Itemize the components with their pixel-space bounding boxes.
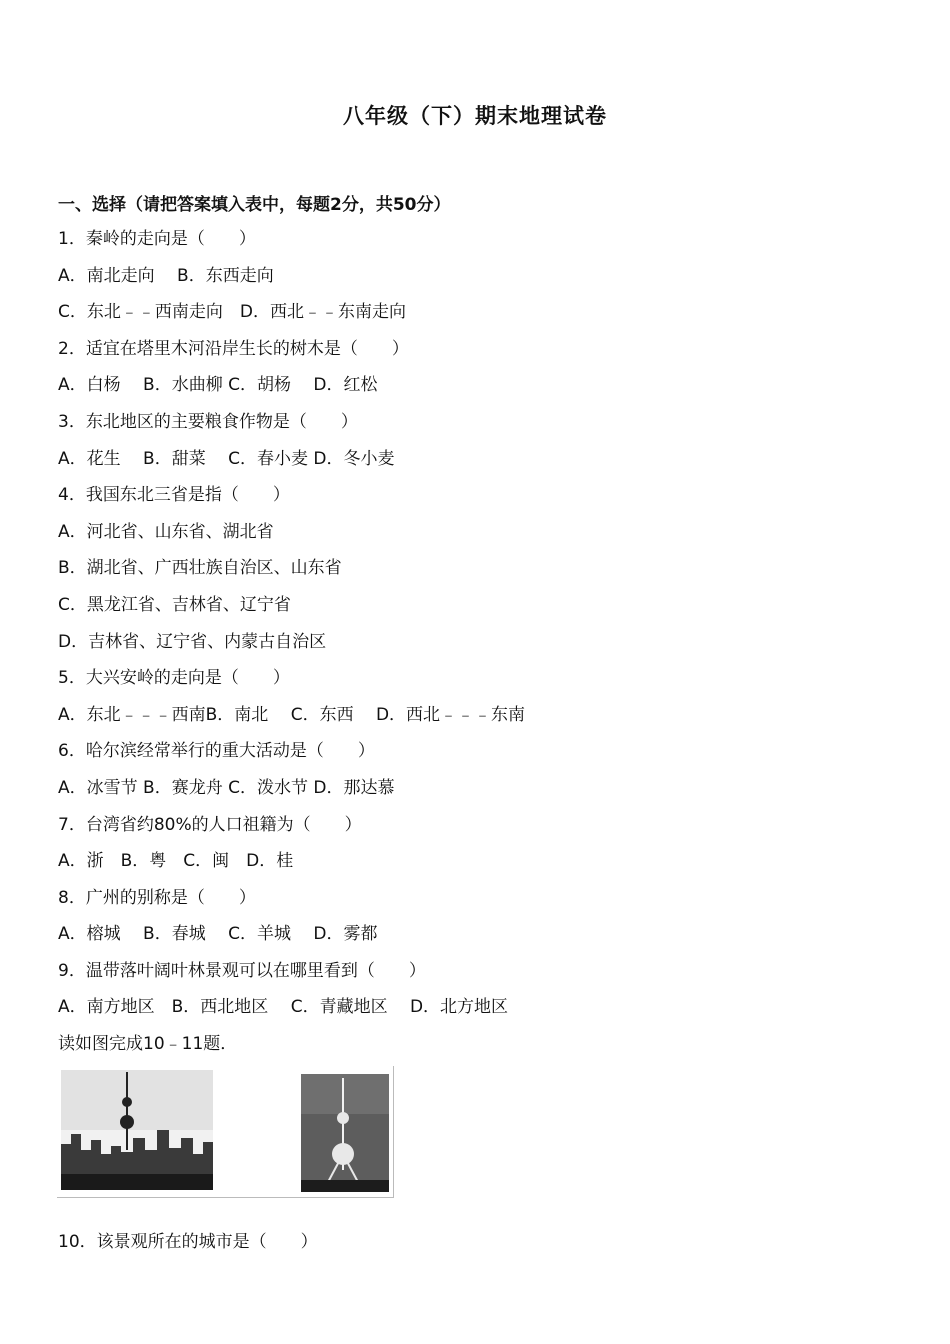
question-10: 10．该景观所在的城市是（ ） [58,1232,318,1252]
question-list [58,226,918,1068]
answer-options: A．东北﹣﹣﹣西南B．南北 C．东西 D．西北﹣﹣﹣东南 [58,704,526,725]
question-line: 2．适宜在塔里木河沿岸生长的树木是（ ） [58,338,409,359]
answer-options: A．榕城 B．春城 C．羊城 D．雾都 [58,924,378,945]
skyline-photo [61,1070,213,1190]
question-line: 1．秦岭的走向是（ ） [58,229,256,249]
question-line: 7．台湾省约80%的人口祖籍为（ ） [58,814,362,835]
tower-photo [301,1074,389,1192]
answer-options: B．湖北省、广西壮族自治区、山东省 [58,558,342,579]
answer-options: C．黑龙江省、吉林省、辽宁省 [58,594,291,615]
question-line: 9．温带落叶阔叶林景观可以在哪里看到（ ） [58,960,426,981]
question-line: 6．哈尔滨经常举行的重大活动是（ ） [58,741,375,762]
figure-instruction: 读如图完成10﹣11题． [58,1034,238,1055]
figure-photos [57,1066,394,1198]
question-line: 5．大兴安岭的走向是（ ） [58,668,290,689]
answer-options: A．白杨 B．水曲柳 C．胡杨 D．红松 [58,375,378,396]
answer-options: A．河北省、山东省、湖北省 [58,521,274,542]
question-line: 4．我国东北三省是指（ ） [58,485,290,506]
section-heading: 一、选择（请把答案填入表中，每题2分，共50分） [58,195,451,215]
answer-options: D．吉林省、辽宁省、内蒙古自治区 [58,631,327,652]
exam-title: 八年级（下）期末地理试卷 [343,104,607,128]
answer-options: A．南方地区 B．西北地区 C．青藏地区 D．北方地区 [58,997,509,1018]
question-line: 3．东北地区的主要粮食作物是（ ） [58,411,358,432]
answer-options: A．冰雪节 B．赛龙舟 C．泼水节 D．那达慕 [58,777,395,798]
answer-options: A．南北走向 B．东西走向 [58,265,274,286]
question-line: 8．广州的别称是（ ） [58,887,256,908]
answer-options: A．浙 B．粤 C．闽 D．桂 [58,851,294,872]
answer-options: C．东北﹣﹣西南走向 D．西北﹣﹣东南走向 [58,302,406,323]
answer-options: A．花生 B．甜菜 C．春小麦 D．冬小麦 [58,448,395,469]
